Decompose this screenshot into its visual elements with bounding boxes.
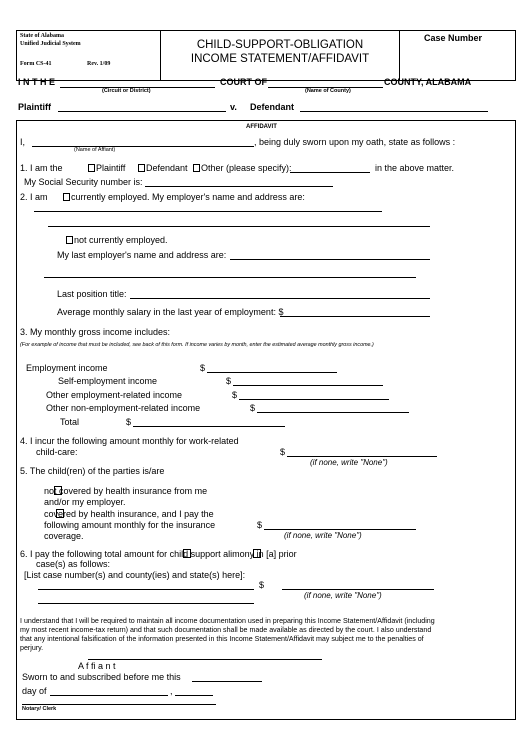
average-salary-label: Average monthly salary in the last year of employment: $ [57, 307, 284, 317]
plaintiff-checkbox[interactable] [88, 164, 95, 172]
prior-case-amount-field[interactable] [282, 589, 434, 590]
q5-covered-line3: coverage. [44, 531, 84, 541]
affidavit-heading: AFFIDAVIT [246, 124, 277, 130]
q4-line1: 4. I incur the following amount monthly for work-related [20, 436, 239, 446]
case-number-label: Case Number [424, 33, 483, 43]
q5-label: 5. The child(ren) of the parties is/are [20, 466, 165, 476]
county-alabama-label: COUNTY, ALABAMA [384, 77, 472, 87]
q6-line1: 6. I pay the following total amount for child support alimony in [a] prior [20, 549, 297, 559]
not-employed-option-label: not currently employed. [74, 235, 168, 245]
affiant-signature-field[interactable] [88, 659, 322, 660]
certification-line1: I understand that I will be required to maintain all income documentation used in preparing this Income Statement/Affidavit (including [20, 617, 435, 625]
q6-line2: case(s) as follows: [36, 559, 111, 569]
notary-label: Notary/ Clerk [22, 706, 57, 712]
defendant-label: Defendant [250, 102, 295, 112]
sworn-label: Sworn to and subscribed before me this [22, 672, 181, 682]
other-employment-dollar: $ [232, 390, 238, 400]
employer-address-field[interactable] [48, 226, 430, 227]
form-number: Form CS-41 [20, 61, 52, 67]
system-label: Unified Judicial System [20, 41, 81, 47]
prior-case-field-2[interactable] [38, 603, 254, 604]
not-covered-checkbox[interactable] [54, 486, 62, 495]
certification-line2: my most recent income-tax return) and that such documentation shall be made available as directed by the court. I also understand [20, 626, 432, 634]
affiant-label: A f fi a n t [78, 661, 116, 671]
q1-defendant-option[interactable] [138, 163, 188, 173]
self-employment-dollar: $ [226, 376, 232, 386]
childcare-dollar: $ [280, 447, 286, 457]
plaintiff-option-label: Plaintiff [96, 163, 126, 173]
q3-note: (For example of income that must be included, see back of this form. If income varies by month, enter the estimated average monthly gross income.) [20, 342, 374, 348]
employment-income-field[interactable] [207, 372, 337, 373]
employment-income-label: Employment income [26, 363, 108, 373]
q1-prefix: 1. I am the [20, 163, 63, 173]
other-option-label: Other (please specify): [201, 163, 292, 173]
q1-plaintiff-option[interactable] [88, 163, 125, 173]
court-of-label: COURT OF [220, 77, 267, 87]
intro-prefix: I, [20, 137, 26, 147]
last-position-label: Last position title: [57, 289, 127, 299]
in-the-label: I N T H E [18, 77, 56, 87]
employed-checkbox[interactable] [63, 193, 70, 201]
total-label: Total [60, 417, 80, 427]
other-nonemployment-field[interactable] [257, 412, 409, 413]
q2-employed-option[interactable] [63, 192, 305, 202]
affiant-name-field[interactable] [32, 146, 254, 147]
prior-case-dollar: $ [259, 580, 265, 590]
covered-checkbox[interactable] [56, 509, 64, 518]
other-employment-label: Other employment-related income [46, 390, 183, 400]
q2-not-employed-option[interactable] [66, 235, 168, 245]
employer-name-field[interactable] [34, 211, 382, 212]
insurance-dollar: $ [257, 520, 263, 530]
prior-case-if-none: (if none, write "None") [304, 591, 382, 600]
q5-not-covered-label: not covered by health insurance from me [44, 486, 208, 496]
day-of-label: day of [22, 686, 47, 696]
comma-separator: , [170, 686, 173, 696]
employed-option-label: currently employed. My employer's name and address are: [71, 192, 305, 202]
q5-covered-line1: covered by health insurance, and I pay the [44, 509, 214, 519]
last-employer-address-field[interactable] [44, 277, 416, 278]
q1-suffix: in the above matter. [375, 163, 455, 173]
other-nonemployment-dollar: $ [250, 403, 256, 413]
last-employer-label: My last employer's name and address are: [57, 250, 227, 260]
certification-line3: that any intentional falsification of the information presented in this Income Statement/Affidavit may subject me to the penalties of [20, 635, 424, 643]
revision: Rev. 1/09 [87, 61, 111, 67]
circuit-hint: (Circuit or District) [102, 88, 151, 94]
ssn-label: My Social Security number is: [24, 177, 143, 187]
versus-label: v. [230, 102, 237, 112]
insurance-if-none: (if none, write "None") [284, 531, 362, 540]
q5-not-covered-line2: and/or my employer. [44, 497, 126, 507]
alimony-checkbox[interactable] [253, 549, 261, 558]
intro-suffix: , being duly sworn upon my oath, state as follows : [254, 137, 456, 147]
self-employment-field[interactable] [233, 385, 383, 386]
defendant-field[interactable] [300, 111, 488, 112]
insurance-field[interactable] [264, 529, 416, 530]
q4-line2: child-care: [36, 447, 78, 457]
notary-signature-field[interactable] [22, 704, 216, 705]
defendant-checkbox[interactable] [138, 164, 145, 172]
q1-other-option[interactable] [193, 163, 292, 173]
year-field[interactable] [175, 695, 213, 696]
sworn-day-field[interactable] [192, 681, 262, 682]
defendant-option-label: Defendant [146, 163, 188, 173]
other-nonemployment-label: Other non-employment-related income [46, 403, 201, 413]
state-label: State of Alabama [20, 33, 64, 39]
q3-label: 3. My monthly gross income includes: [20, 327, 171, 337]
total-dollar: $ [126, 417, 132, 427]
average-salary-field[interactable] [280, 316, 430, 317]
last-employer-field[interactable] [230, 259, 430, 260]
employment-income-dollar: $ [200, 363, 206, 373]
other-employment-field[interactable] [239, 399, 389, 400]
form-title-line1: CHILD-SUPPORT-OBLIGATION [196, 39, 364, 51]
form-title-line2: INCOME STATEMENT/AFFIDAVIT [190, 53, 370, 65]
childcare-field[interactable] [287, 456, 437, 457]
name-hint: (Name of Affiant) [74, 147, 116, 153]
prior-case-field-1[interactable] [38, 589, 254, 590]
not-employed-checkbox[interactable] [66, 236, 73, 244]
plaintiff-field[interactable] [58, 111, 226, 112]
q5-covered-line2: following amount monthly for the insurance [44, 520, 216, 530]
child-support-checkbox[interactable] [183, 549, 191, 558]
q6-line3: [List case number(s) and county(ies) and state(s) here]: [24, 570, 246, 580]
plaintiff-label: Plaintiff [18, 102, 51, 112]
last-position-field[interactable] [130, 298, 430, 299]
certification-line4: perjury. [20, 644, 44, 652]
ssn-field[interactable] [145, 186, 333, 187]
self-employment-label: Self-employment income [58, 376, 158, 386]
childcare-if-none: (if none, write "None") [310, 458, 388, 467]
county-hint: (Name of County) [305, 88, 351, 94]
q2-prefix: 2. I am [20, 192, 48, 202]
month-field[interactable] [50, 695, 168, 696]
other-checkbox[interactable] [193, 164, 200, 172]
other-specify-field[interactable] [290, 172, 370, 173]
total-field[interactable] [133, 426, 285, 427]
q5-not-covered-option[interactable] [44, 486, 207, 496]
